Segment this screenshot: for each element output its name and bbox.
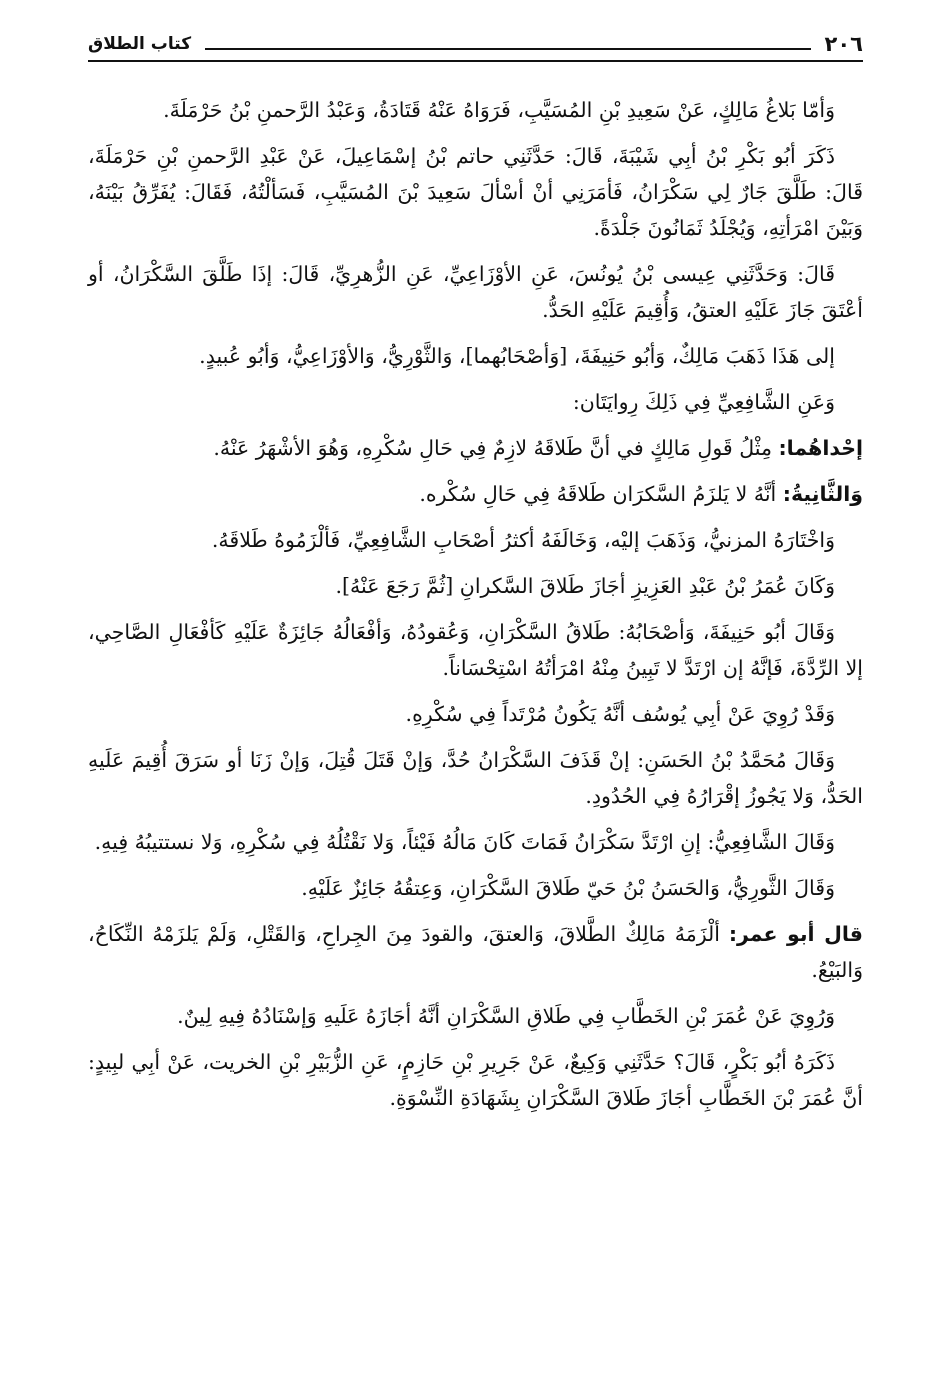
paragraph-text: ذَكَرَ أبُو بَكْرِ بْنُ أبِي شَيْبَةَ، قَالَ: حَدَّثَنِي حاتم بْنُ إسْمَاعِيلَ، عَنْ عَبْدِ الرَّحمنِ بْنِ حَرْمَلَةَ، قَالَ: طَلَّقَ جَارٌ لِي سَكْرَانُ، فَأمَرَنِي أنْ أسْألَ سَعِيدَ بْنَ المُسَيَّبِ، فَسَألْتُهُ، فَقَالَ: يُفَرِّقُ بَيْنَهُ، وَبَيْنَ امْرَأتِهِ، وَيُجْلَدُ ثَمَانُونَ جَلْدَةً. — [88, 144, 863, 240]
paragraph-text: ألْزَمَهُ مَالِكٌ الطَّلاقَ، وَالعتقَ، والقودَ مِنَ الجِراحِ، وَالقَتْلِ، وَلَمْ يَلزَمْهُ النِّكَاحُ، وَالبَيْعُ. — [88, 922, 863, 982]
paragraph-text: وَكَانَ عُمَرُ بْنُ عَبْدِ العَزِيزِ أجَازَ طَلاقَ السَّكرانِ [ثُمَّ رَجَعَ عَنْهُ]. — [335, 574, 835, 598]
book-title: كتاب الطلاق — [88, 34, 192, 54]
paragraph-text: وَاخْتَارَهُ المزنيُّ، وَذَهَبَ إليْه، وَخَالَفَهُ أكثرُ أصْحَابِ الشَّافِعِيِّ، فَألْزَمُوهُ طَلاقَهُ. — [211, 528, 835, 552]
text-paragraph — [88, 916, 863, 988]
paragraph-text: وَرُوِيَ عَنْ عُمَرَ بْنِ الخَطَّابِ فِي طَلاقِ السَّكْرَانِ أنَّهُ أجَازَهُ عَلَيهِ وَإسْنَادُهُ فِيهِ لِينٌ. — [177, 1004, 835, 1028]
text-paragraph — [88, 384, 863, 420]
text-paragraph — [88, 522, 863, 558]
paragraph-text: وَأمّا بَلاغُ مَالِكٍ، عَنْ سَعِيدِ بْنِ المُسَيَّبِ، فَرَوَاهُ عَنْهُ قَتَادَةُ، وَعَبْدُ الرَّحمنِ بْنُ حَرْمَلَةَ. — [163, 98, 835, 122]
text-paragraph — [88, 568, 863, 604]
paragraph-text: وَقَالَ أبُو حَنِيفَةَ، وَأصْحَابُهُ: طَلاقُ السَّكْرَانِ، وَعُقودُهُ، وَأفْعَالُهُ جَائِزَةٌ عَلَيْهِ كَأفْعَالِ الصَّاحِي، إلا الرِّدَّةَ، فَإنَّهُ إن ارْتَدَّ لا تَبِينُ مِنْهُ امْرَأتُهُ اسْتِحْسَاناً. — [88, 620, 863, 680]
paragraph-text: وَقَدْ رُوِيَ عَنْ أبِي يُوسُف أنَّهُ يَكُونُ مُرْتَداً فِي سُكْرِهِ. — [405, 702, 835, 726]
text-paragraph — [88, 824, 863, 860]
text-paragraph — [88, 256, 863, 328]
text-paragraph — [88, 870, 863, 906]
paragraph-text: وَقَالَ الشَّافِعِيُّ: إنِ ارْتَدَّ سَكْرَانُ فَمَاتَ كَانَ مَالُهُ فَيْئاً، وَلا نَقْتُلُهُ فِي سُكْرِهِ، وَلا نستتيبُهُ فِيهِ. — [94, 830, 835, 854]
page-number: ٢٠٦ — [824, 32, 863, 56]
paragraph-lead: قال أبو عمر: — [728, 922, 863, 946]
page — [88, 26, 863, 1126]
text-paragraph — [88, 696, 863, 732]
text-paragraph — [88, 138, 863, 246]
paragraph-text: وَعَنِ الشَّافِعِيِّ فِي ذَلِكَ رِوايَتَان: — [572, 390, 835, 414]
text-paragraph — [88, 92, 863, 128]
text-paragraph — [88, 742, 863, 814]
text-paragraph — [88, 1044, 863, 1116]
paragraph-text: أنَّهُ لا يَلزَمُ السَّكرَان طَلاقَهُ فِي حَالِ سُكْره. — [419, 482, 777, 506]
text-paragraph — [88, 998, 863, 1034]
page-body — [88, 92, 863, 1116]
paragraph-text: قَالَ: وَحَدَّثَنِي عِيسى بْنُ يُونُسَ، عَنِ الأوْزَاعِيِّ، عَنِ الزُّهرِيِّ، قَالَ: إذَا طَلَّقَ السَّكْرَانُ، أو أعْتَقَ جَازَ عَلَيْهِ العتقُ، وَأُقِيمَ عَلَيْهِ الحَدُّ. — [88, 262, 863, 322]
paragraph-text: مِثْلُ قَولِ مَالِكٍ في أنَّ طَلاقَهُ لازِمٌ فِي حَالِ سُكْرِهِ، وَهُوَ الأشْهَرُ عَنْهُ. — [213, 436, 772, 460]
text-paragraph — [88, 338, 863, 374]
paragraph-text: إلى هَذَا ذَهَبَ مَالِكٌ، وَأبُو حَنِيفَةَ، [وَأصْحَابُهما]، وَالثَّوْرِيُّ، وَالأوْزَاعِيُّ، وَأبُو عُبيدٍ. — [199, 344, 835, 368]
paragraph-lead: إحْداهُما: — [778, 436, 863, 460]
paragraph-text: ذَكَرَهُ أبُو بَكْرٍ، قَالَ؟ حَدَّثَنِي وَكِيعٌ، عَنْ جَرِيرِ بْنِ حَازِمٍ، عَنِ الزُّبَيْرِ بْنِ الخريت، عَنْ أبِي لبِيدٍ: أنَّ عُمَرَ بْنَ الخَطَّابِ أجَازَ طَلاقَ السَّكْرَانِ بِشَهَادَةِ النِّسْوَةِ. — [88, 1050, 863, 1110]
paragraph-lead: وَالثَّانِيةُ: — [782, 482, 863, 506]
header-rule — [205, 48, 810, 50]
page-header — [88, 26, 863, 62]
paragraph-text: وَقَالَ مُحَمَّدُ بْنُ الحَسَنِ: إنْ قَذَفَ السَّكْرَانُ حُدَّ، وَإنْ قَتَلَ قُتِلَ، وَإنْ زَنَا أو سَرَقَ أُقِيمَ عَلَيهِ الحَدُّ، وَلا يَجُوزُ إقْرَارُهُ فِي الحُدُودِ. — [88, 748, 863, 808]
text-paragraph — [88, 614, 863, 686]
text-paragraph — [88, 476, 863, 512]
paragraph-text: وَقَالَ الثَّورِيُّ، وَالحَسَنُ بْنُ حَيّ طَلاقَ السَّكْرَانِ، وَعِتقُهُ جَائِزٌ عَلَيْهِ. — [301, 876, 835, 900]
text-paragraph — [88, 430, 863, 466]
